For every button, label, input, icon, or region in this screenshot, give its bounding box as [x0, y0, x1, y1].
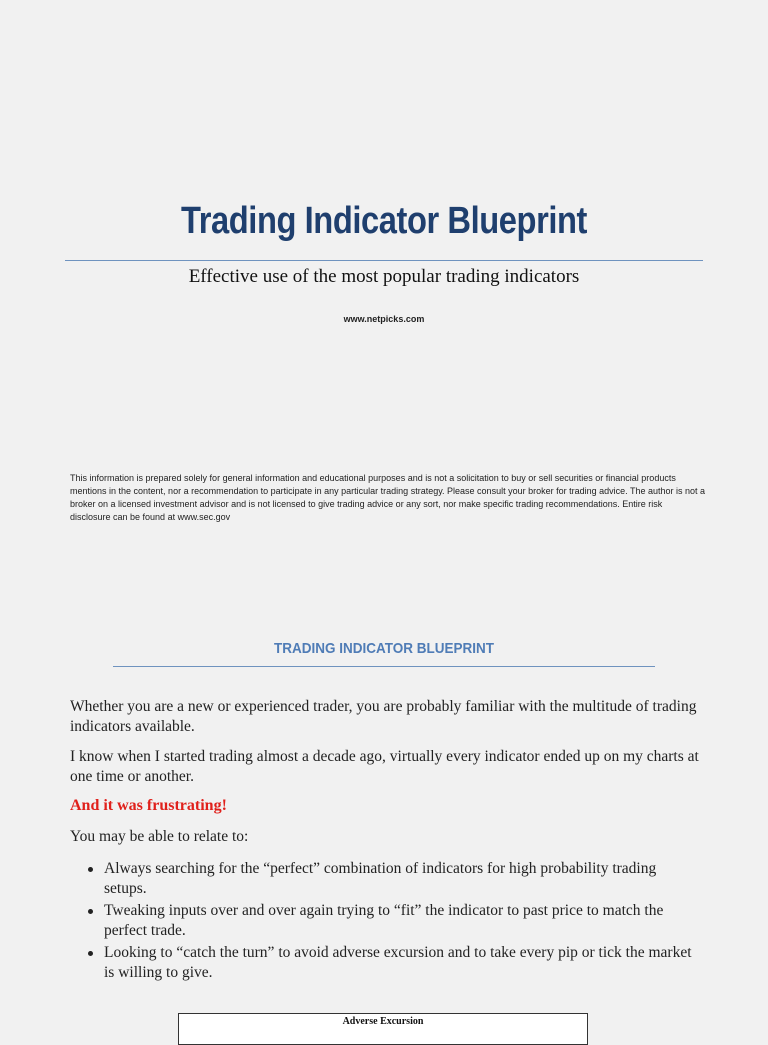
bullet-icon — [88, 867, 93, 872]
document-title: Trading Indicator Blueprint — [180, 200, 587, 242]
section-heading: TRADING INDICATOR BLUEPRINT — [273, 640, 494, 657]
list-item — [70, 859, 700, 899]
intro-paragraph: Whether you are a new or experienced trader, you are probably familiar with the multitude of trading indicators available. — [70, 698, 697, 735]
relate-paragraph: You may be able to relate to: — [70, 828, 249, 845]
list-item — [70, 901, 700, 941]
section-divider — [113, 666, 655, 667]
bullet-icon — [88, 909, 93, 914]
emphasis-text: And it was frustrating! — [70, 797, 227, 814]
pain-points-list — [70, 859, 700, 985]
list-item-text: Looking to “catch the turn” to avoid adverse excursion and to take every pip or tick the market is willing to give. — [104, 944, 692, 981]
list-item — [70, 943, 700, 983]
bullet-icon — [88, 951, 93, 956]
experience-paragraph: I know when I started trading almost a decade ago, virtually every indicator ended up on my charts at one time or another. — [70, 748, 699, 785]
list-item-text: Always searching for the “perfect” combination of indicators for high probability trading setups. — [104, 860, 657, 897]
figure-frame — [178, 1013, 588, 1045]
disclaimer-text: This information is prepared solely for general information and educational purposes and is not a solicitation to buy or sell securities or financial products mentions in the content, nor a recommendation to participate in any particular trading strategy. Please consult your broker for trading advice. The author is not a broker on a licensed investment advisor and is not licensed to give trading advice or any sort, nor make specific trading recommendations. Entire risk disclosure can be found at www.sec.gov — [70, 473, 706, 522]
document-subtitle: Effective use of the most popular trading indicators — [188, 266, 580, 287]
title-divider — [65, 260, 703, 261]
list-item-text: Tweaking inputs over and over again trying to “fit” the indicator to past price to match the perfect trade. — [104, 902, 664, 939]
website-url: www.netpicks.com — [343, 314, 425, 324]
figure-caption: Adverse Excursion — [342, 1016, 424, 1027]
